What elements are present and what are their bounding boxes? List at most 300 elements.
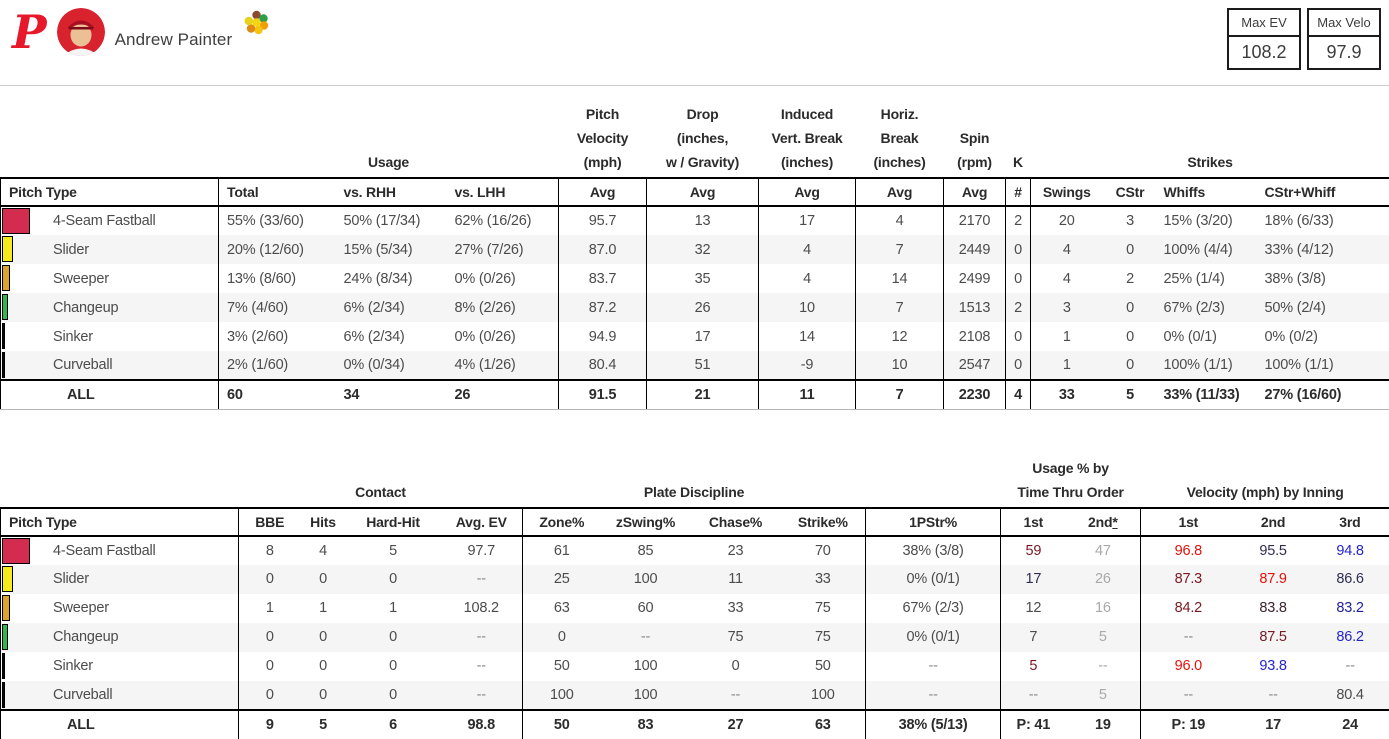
all-stat-cell: 9 [239, 710, 301, 739]
stat-cell: 86.6 [1311, 565, 1389, 594]
stat-cell: -- [866, 652, 1001, 681]
all-summary-row [1, 380, 1389, 409]
stat-cell: 96.0 [1141, 652, 1236, 681]
all-stat-cell: 91.5 [559, 380, 647, 409]
max-velo-label: Max Velo [1309, 10, 1379, 37]
column-header-zone: Zone% [523, 508, 601, 536]
stat-cell: 25% (1/4) [1158, 264, 1261, 293]
stat-cell: 51 [647, 351, 759, 380]
group-header-line: Pitch [559, 102, 647, 126]
all-stat-cell: 5 [301, 710, 346, 739]
stat-cell: 50 [523, 652, 601, 681]
stat-cell: 38% (3/8) [866, 536, 1001, 565]
stat-cell: -- [601, 623, 691, 652]
all-stat-cell: 98.8 [441, 710, 523, 739]
stat-cell: 0 [301, 623, 346, 652]
stat-cell: 0% (0/26) [447, 264, 559, 293]
stat-cell: 17 [1001, 565, 1066, 594]
stat-cell: 0 [1006, 351, 1031, 380]
player-name: Andrew Painter [115, 30, 233, 58]
pitch-row-curveball [1, 351, 1389, 380]
all-stat-cell: 38% (5/13) [866, 710, 1001, 739]
pitch-color-swatch [2, 323, 5, 349]
stat-cell: 87.3 [1141, 565, 1236, 594]
column-header-avg: Avg [856, 178, 944, 206]
stat-cell: 25 [523, 565, 601, 594]
stat-cell: -- [441, 565, 523, 594]
stat-cell: -- [1141, 623, 1236, 652]
all-stat-cell: 4 [1006, 380, 1031, 409]
column-header-vs-rhh: vs. RHH [336, 178, 447, 206]
stat-cell: 2 [1006, 293, 1031, 322]
stat-cell: 1 [301, 594, 346, 623]
column-header-pitch-type: Pitch Type [1, 508, 239, 536]
stat-cell: 80.4 [1311, 681, 1389, 710]
stat-cell: 15% (5/34) [336, 235, 447, 264]
stat-cell: 0 [239, 681, 301, 710]
stat-cell: 59 [1001, 536, 1066, 565]
stat-cell: 0 [239, 623, 301, 652]
stat-cell: 26 [647, 293, 759, 322]
pitch-type-cell [1, 235, 219, 264]
group-header-line: Spin [944, 126, 1006, 150]
column-header-bbe: BBE [239, 508, 301, 536]
group-header-cell [1, 446, 239, 508]
max-ev-box [1227, 8, 1301, 70]
all-label-cell: ALL [1, 380, 219, 409]
stat-cell: 50 [781, 652, 866, 681]
group-header-cell [1006, 92, 1031, 178]
column-header-avg-ev: Avg. EV [441, 508, 523, 536]
stat-cell: 17 [759, 206, 856, 235]
pitch-type-cell [1, 322, 219, 351]
stat-cell: 61 [523, 536, 601, 565]
stat-cell: 95.5 [1236, 536, 1311, 565]
stat-cell: 15% (3/20) [1158, 206, 1261, 235]
stat-cell: 4 [759, 235, 856, 264]
stat-cell: 3% (2/60) [219, 322, 336, 351]
pitch-color-swatch [2, 538, 30, 564]
group-header-line: Velocity [559, 126, 647, 150]
stat-cell: 1 [1031, 322, 1103, 351]
stat-cell: 33 [781, 565, 866, 594]
group-header-cell [239, 446, 523, 508]
pitch-row-changeup [1, 623, 1389, 652]
stat-cell: 87.0 [559, 235, 647, 264]
stat-cell: 75 [781, 594, 866, 623]
all-stat-cell: 26 [447, 380, 559, 409]
stat-cell: 20 [1031, 206, 1103, 235]
stat-cell: 80.4 [559, 351, 647, 380]
stat-cell: 0 [1006, 322, 1031, 351]
stat-cell: 100 [523, 681, 601, 710]
group-header-line: (mph) [559, 150, 647, 174]
group-header-cell [219, 92, 559, 178]
column-header-cstr-whiff: CStr+Whiff [1261, 178, 1389, 206]
stat-cell: 5 [1066, 623, 1141, 652]
pitch-type-cell [1, 264, 219, 293]
all-stat-cell: 63 [781, 710, 866, 739]
stat-cell: 3 [1103, 206, 1158, 235]
group-header-line: (inches) [759, 150, 856, 174]
pitch-color-swatch [2, 265, 10, 291]
stat-cell: 4 [759, 264, 856, 293]
pitch-type-cell [1, 206, 219, 235]
stat-cell: 1 [1031, 351, 1103, 380]
pitch-row-4-seam-fastball [1, 536, 1389, 565]
column-header-whiffs: Whiffs [1158, 178, 1261, 206]
stat-cell: 0 [1103, 351, 1158, 380]
stat-cell: 2% (1/60) [219, 351, 336, 380]
stat-cell: 83.8 [1236, 594, 1311, 623]
stat-cell: 75 [781, 623, 866, 652]
pitch-row-4-seam-fastball [1, 206, 1389, 235]
all-label-cell: ALL [1, 710, 239, 739]
all-stat-cell: 21 [647, 380, 759, 409]
stat-cell: 85 [601, 536, 691, 565]
pitch-color-swatch [2, 682, 5, 708]
stat-cell: 10 [856, 351, 944, 380]
stat-cell: 17 [647, 322, 759, 351]
stat-cell: -9 [759, 351, 856, 380]
group-header-line: Break [856, 126, 944, 150]
column-header-: # [1006, 178, 1031, 206]
column-header-avg: Avg [944, 178, 1006, 206]
stat-cell: -- [1141, 681, 1236, 710]
page-header [0, 0, 1389, 86]
stat-cell: 4% (1/26) [447, 351, 559, 380]
stat-cell: 11 [691, 565, 781, 594]
stat-cell: 0 [1103, 235, 1158, 264]
all-stat-cell: 19 [1066, 710, 1141, 739]
stat-cell: 18% (6/33) [1261, 206, 1389, 235]
column-header-strike: Strike% [781, 508, 866, 536]
pitch-type-label: Sweeper [53, 600, 109, 616]
stat-cell: -- [441, 652, 523, 681]
stat-cell: 55% (33/60) [219, 206, 336, 235]
stat-cell: -- [1236, 681, 1311, 710]
stat-cell: 38% (3/8) [1261, 264, 1389, 293]
group-header-line: Strikes [1031, 150, 1389, 174]
all-summary-row [1, 710, 1389, 739]
pitch-color-swatch [2, 352, 5, 378]
group-header-line: Horiz. [856, 102, 944, 126]
all-stat-cell: 60 [219, 380, 336, 409]
stat-cell: 75 [691, 623, 781, 652]
stat-cell: 0 [301, 565, 346, 594]
stat-cell: 4 [856, 206, 944, 235]
stat-cell: 33% (4/12) [1261, 235, 1389, 264]
all-stat-cell: 83 [601, 710, 691, 739]
stat-cell: 2 [1103, 264, 1158, 293]
max-ev-label: Max EV [1229, 10, 1299, 37]
stat-cell: 26 [1066, 565, 1141, 594]
stat-cell: 86.2 [1311, 623, 1389, 652]
all-stat-cell: 6 [346, 710, 441, 739]
pitch-type-cell [1, 681, 239, 710]
stat-cell: 14 [856, 264, 944, 293]
stat-cell: 1 [239, 594, 301, 623]
stat-cell: 87.9 [1236, 565, 1311, 594]
stat-cell: 13 [647, 206, 759, 235]
stat-cell: -- [691, 681, 781, 710]
stat-cell: 2170 [944, 206, 1006, 235]
stat-cell: 100 [601, 565, 691, 594]
all-stat-cell: 33 [1031, 380, 1103, 409]
stat-cell: 7 [856, 235, 944, 264]
stat-cell: 1 [346, 594, 441, 623]
pitch-row-curveball [1, 681, 1389, 710]
stat-cell: 93.8 [1236, 652, 1311, 681]
pitch-arsenal-table [0, 92, 1389, 410]
all-stat-cell: 7 [856, 380, 944, 409]
group-header-cell [856, 92, 944, 178]
stat-cell: 13% (8/60) [219, 264, 336, 293]
pitch-results-table [0, 446, 1389, 739]
pitch-type-cell [1, 536, 239, 565]
column-header-cstr: CStr [1103, 178, 1158, 206]
stat-cell: 0 [691, 652, 781, 681]
stat-cell: 2499 [944, 264, 1006, 293]
stat-cell: 35 [647, 264, 759, 293]
pitch-type-cell [1, 623, 239, 652]
stat-cell: 23 [691, 536, 781, 565]
column-header-avg: Avg [647, 178, 759, 206]
column-header-1st: 1st [1141, 508, 1236, 536]
group-header-line: Vert. Break [759, 126, 856, 150]
pitch-type-cell [1, 652, 239, 681]
phillies-logo-icon: P [12, 6, 47, 58]
group-header-cell [523, 446, 866, 508]
group-header-line: (inches) [856, 150, 944, 174]
group-header-cell [647, 92, 759, 178]
group-header-cell [1, 92, 219, 178]
column-header-row [1, 508, 1389, 536]
pitch-color-swatch [2, 294, 8, 320]
stat-cell: 7 [1001, 623, 1066, 652]
stat-cell: 84.2 [1141, 594, 1236, 623]
stat-cell: 0 [239, 652, 301, 681]
stat-cell: 8 [239, 536, 301, 565]
stat-cell: 0% (0/1) [1158, 322, 1261, 351]
stat-cell: 2449 [944, 235, 1006, 264]
pitch-type-label: Slider [53, 571, 89, 587]
stat-cell: 62% (16/26) [447, 206, 559, 235]
column-header-zswing: zSwing% [601, 508, 691, 536]
max-stats [1227, 8, 1381, 70]
stat-cell: 5 [1001, 652, 1066, 681]
stat-cell: 0 [1103, 293, 1158, 322]
stat-cell: 67% (2/3) [1158, 293, 1261, 322]
column-header-2nd: 2nd* [1066, 508, 1141, 536]
stat-cell: 87.2 [559, 293, 647, 322]
all-stat-cell: P: 41 [1001, 710, 1066, 739]
stat-cell: 0 [1103, 322, 1158, 351]
stat-cell: -- [441, 681, 523, 710]
max-velo-box [1307, 8, 1381, 70]
stat-cell: 94.8 [1311, 536, 1389, 565]
pitch-type-label: Changeup [53, 629, 118, 645]
stat-cell: 32 [647, 235, 759, 264]
stat-cell: 2547 [944, 351, 1006, 380]
stat-cell: 50% (2/4) [1261, 293, 1389, 322]
stat-cell: 5 [346, 536, 441, 565]
stat-cell: 7% (4/60) [219, 293, 336, 322]
stat-cell: 67% (2/3) [866, 594, 1001, 623]
stat-cell: -- [866, 681, 1001, 710]
stat-cell: 87.5 [1236, 623, 1311, 652]
stat-cell: 100% (1/1) [1158, 351, 1261, 380]
stat-cell: 0% (0/1) [866, 565, 1001, 594]
pitch-row-slider [1, 565, 1389, 594]
stat-cell: -- [1311, 652, 1389, 681]
column-header-vs-lhh: vs. LHH [447, 178, 559, 206]
all-stat-cell: 34 [336, 380, 447, 409]
stat-cell: 83.2 [1311, 594, 1389, 623]
all-stat-cell: 27% (16/60) [1261, 380, 1389, 409]
stat-cell: 3 [1031, 293, 1103, 322]
pitch-row-slider [1, 235, 1389, 264]
stat-cell: 6% (2/34) [336, 293, 447, 322]
stat-cell: 96.8 [1141, 536, 1236, 565]
group-header-cell [866, 446, 1001, 508]
stat-cell: 4 [1031, 235, 1103, 264]
pitch-row-changeup [1, 293, 1389, 322]
stat-cell: 0 [1006, 264, 1031, 293]
stat-cell: 100 [781, 681, 866, 710]
stat-cell: 0% (0/1) [866, 623, 1001, 652]
column-header-total: Total [219, 178, 336, 206]
stat-cell: 20% (12/60) [219, 235, 336, 264]
stat-cell: -- [1001, 681, 1066, 710]
group-header-line: Plate Discipline [523, 480, 866, 504]
group-header-line: Velocity (mph) by Inning [1141, 480, 1389, 504]
all-stat-cell: 11 [759, 380, 856, 409]
group-header-cell [1141, 446, 1389, 508]
all-stat-cell: 17 [1236, 710, 1311, 739]
column-header-pitch-type: Pitch Type [1, 178, 219, 206]
pitch-type-label: Slider [53, 242, 89, 258]
column-header-avg: Avg [559, 178, 647, 206]
stat-cell: 0% (0/34) [336, 351, 447, 380]
stat-cell: 100 [601, 652, 691, 681]
stat-cell: 0 [239, 565, 301, 594]
pitch-type-label: Curveball [53, 687, 112, 703]
group-header-row [1, 92, 1389, 178]
all-stat-cell: 24 [1311, 710, 1389, 739]
stat-cell: 8% (2/26) [447, 293, 559, 322]
stat-cell: -- [1066, 652, 1141, 681]
group-header-line: Induced [759, 102, 856, 126]
group-header-line: Time Thru Order [1001, 480, 1141, 504]
stat-cell: 12 [856, 322, 944, 351]
column-header-swings: Swings [1031, 178, 1103, 206]
column-header-hard-hit: Hard-Hit [346, 508, 441, 536]
pitch-color-swatch [2, 595, 10, 621]
stat-cell: 60 [601, 594, 691, 623]
pitch-color-swatch [2, 208, 30, 234]
stat-cell: 10 [759, 293, 856, 322]
max-velo-value: 97.9 [1309, 37, 1379, 68]
all-stat-cell: P: 19 [1141, 710, 1236, 739]
pitch-row-sweeper [1, 594, 1389, 623]
group-header-line: Drop [647, 102, 759, 126]
column-header-1st: 1st [1001, 508, 1066, 536]
group-header-row [1, 446, 1389, 508]
stat-cell: 0 [523, 623, 601, 652]
pitch-type-label: Sweeper [53, 271, 109, 287]
column-header-3rd: 3rd [1311, 508, 1389, 536]
max-ev-value: 108.2 [1229, 37, 1299, 68]
stat-cell: 24% (8/34) [336, 264, 447, 293]
stat-cell: 1513 [944, 293, 1006, 322]
stat-cell: 0 [346, 623, 441, 652]
group-header-line: K [1006, 150, 1031, 174]
player-avatar [57, 8, 105, 56]
group-header-cell [1031, 92, 1389, 178]
stat-cell: 63 [523, 594, 601, 623]
stat-cell: 70 [781, 536, 866, 565]
stat-cell: 2 [1006, 206, 1031, 235]
group-header-cell [944, 92, 1006, 178]
group-header-line: (inches, [647, 126, 759, 150]
pitch-type-label: Sinker [53, 658, 93, 674]
pitch-type-cell [1, 594, 239, 623]
stat-cell: 0% (0/2) [1261, 322, 1389, 351]
footnote-asterisk: * [1112, 514, 1117, 530]
pitch-color-swatch [2, 653, 5, 679]
stat-cell: 0 [346, 565, 441, 594]
pitch-color-swatch [2, 624, 8, 650]
group-header-cell [1001, 446, 1141, 508]
stat-cell: 0 [301, 681, 346, 710]
pitch-type-label: Sinker [53, 329, 93, 345]
pitch-row-sinker [1, 322, 1389, 351]
pitch-row-sinker [1, 652, 1389, 681]
all-stat-cell: 50 [523, 710, 601, 739]
column-header-row [1, 178, 1389, 206]
stat-cell: 4 [301, 536, 346, 565]
stat-cell: -- [441, 623, 523, 652]
stat-cell: 14 [759, 322, 856, 351]
stat-cell: 108.2 [441, 594, 523, 623]
all-stat-cell: 27 [691, 710, 781, 739]
column-header-chase: Chase% [691, 508, 781, 536]
group-header-cell [559, 92, 647, 178]
column-header-hits: Hits [301, 508, 346, 536]
stat-cell: 33 [691, 594, 781, 623]
pitch-color-swatch [2, 236, 13, 262]
column-header-1pstr: 1PStr% [866, 508, 1001, 536]
stat-cell: 6% (2/34) [336, 322, 447, 351]
stat-cell: 100% (1/1) [1261, 351, 1389, 380]
stat-cell: 97.7 [441, 536, 523, 565]
all-stat-cell: 33% (11/33) [1158, 380, 1261, 409]
player-brand [12, 6, 269, 58]
pitch-type-label: 4-Seam Fastball [53, 543, 156, 559]
stat-cell: 0 [346, 652, 441, 681]
stat-cell: 2108 [944, 322, 1006, 351]
all-stat-cell: 2230 [944, 380, 1006, 409]
column-header-2nd: 2nd [1236, 508, 1311, 536]
stat-cell: 100% (4/4) [1158, 235, 1261, 264]
group-header-line: (rpm) [944, 150, 1006, 174]
stat-cell: 83.7 [559, 264, 647, 293]
pitch-type-cell [1, 565, 239, 594]
stat-cell: 100 [601, 681, 691, 710]
column-header-avg: Avg [759, 178, 856, 206]
all-stat-cell: 5 [1103, 380, 1158, 409]
